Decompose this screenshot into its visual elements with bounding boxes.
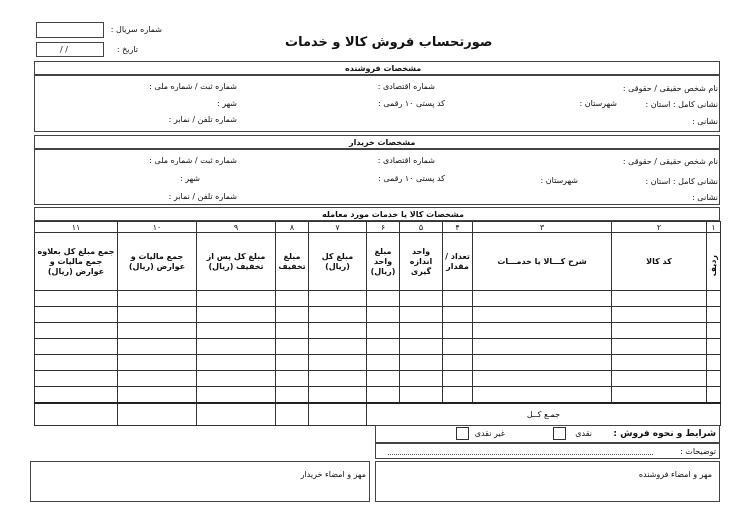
buyer-phone-label: شماره تلفن / نمابر : (168, 192, 237, 201)
col-num-11: ۱۱ (35, 222, 118, 233)
serial-number-field[interactable] (36, 22, 104, 38)
total-label-cell (367, 403, 721, 426)
buyer-city-label: شهر : (179, 174, 200, 183)
buyer-address-label: نشانی کامل : استان : (645, 177, 718, 186)
header-unit-price: مبلغ واحد (ریال) (367, 233, 400, 291)
seller-county-label: شهرستان : (579, 99, 617, 108)
col-num-5: ۵ (400, 222, 443, 233)
table-row (35, 371, 721, 387)
seller-phone-label: شماره تلفن / نمابر : (168, 115, 237, 124)
noncash-label: غیر نقدی (474, 429, 505, 438)
header-discount: مبلغ تخفیف (276, 233, 309, 291)
seller-address2-label: نشانی : (692, 117, 718, 126)
header-row-number: ردیف (709, 255, 718, 277)
seller-economic-code-label: شماره اقتصادی : (377, 82, 435, 91)
col-num-2: ۲ (612, 222, 707, 233)
buyer-signature-box (30, 461, 370, 502)
header-total-after-discount: مبلغ کل پس از تخفیف (ریال) (197, 233, 276, 291)
header-product-code: کد کالا (612, 233, 707, 291)
seller-postal-label: کد پستی ۱۰ رقمی : (378, 99, 445, 108)
items-table (34, 221, 721, 426)
buyer-section-title: مشخصات خریدار (349, 138, 416, 147)
table-row (35, 323, 721, 339)
seller-section-title: مشخصات فروشنده (345, 64, 422, 73)
buyer-county-label: شهرستان : (540, 176, 578, 185)
items-section-title: مشخصات کالا یا خدمات مورد معامله (322, 210, 464, 219)
serial-number-label: شماره سریال : (110, 25, 162, 34)
table-row (35, 355, 721, 371)
header-quantity: تعداد / مقدار (443, 233, 473, 291)
col-num-9: ۹ (197, 222, 276, 233)
seller-reg-label: شماره ثبت / شماره ملی : (149, 82, 237, 91)
seller-address-label: نشانی کامل : استان : (645, 100, 718, 109)
col-num-3: ۳ (473, 222, 612, 233)
tax-total-cell[interactable] (118, 403, 197, 426)
column-header-row (35, 233, 721, 291)
seller-name-label: نام شخص حقیقی / حقوقی : (622, 84, 718, 93)
col-num-8: ۸ (276, 222, 309, 233)
buyer-reg-label: شماره ثبت / شماره ملی : (149, 156, 237, 165)
cash-label: نقدی (575, 429, 592, 438)
noncash-checkbox[interactable] (456, 427, 469, 440)
buyer-postal-label: کد پستی ۱۰ رقمی : (378, 174, 445, 183)
seller-signature-box (375, 461, 720, 502)
buyer-economic-code-label: شماره اقتصادی : (377, 156, 435, 165)
table-row (35, 339, 721, 355)
col-num-4: ۴ (443, 222, 473, 233)
header-description: شرح کـــالا یا خدمـــات (473, 233, 612, 291)
notes-label: توضیحات : (680, 447, 716, 456)
notes-dotted-line[interactable] (388, 454, 653, 455)
table-row (35, 291, 721, 307)
total-row (35, 403, 721, 426)
header-total-amount: مبلغ کل (ریال) (309, 233, 367, 291)
discount-total-cell[interactable] (276, 403, 309, 426)
total-label: جمـع کــل (526, 409, 561, 419)
cash-checkbox[interactable] (553, 427, 566, 440)
notes-section (375, 443, 720, 459)
terms-label: شرایط و نحوه فروش : (613, 429, 716, 439)
table-row (35, 307, 721, 323)
grand-total-cell[interactable] (35, 403, 118, 426)
header-unit: واحد اندازه گیری (400, 233, 443, 291)
after-discount-total-cell[interactable] (197, 403, 276, 426)
header-tax-total: جمع مالیات و عوارض (ریال) (118, 233, 197, 291)
col-num-10: ۱۰ (118, 222, 197, 233)
buyer-signature-label: مهر و امضاء خریدار (300, 470, 366, 479)
buyer-address2-label: نشانی : (692, 193, 718, 202)
table-row (35, 387, 721, 403)
col-num-7: ۷ (309, 222, 367, 233)
col-num-1: ۱ (707, 222, 721, 233)
col-num-6: ۶ (367, 222, 400, 233)
date-placeholder: / / (60, 45, 68, 54)
header-total-with-tax: جمع مبلغ کل بعلاوه جمع مالیات و عوارض (ریال) (35, 233, 118, 291)
date-label: تاریخ : (116, 45, 138, 54)
page-title: صورتحساب فروش کالا و خدمات (285, 35, 493, 50)
amount-total-cell[interactable] (309, 403, 367, 426)
seller-city-label: شهر : (216, 99, 237, 108)
seller-signature-label: مهر و امضاء فروشنده (638, 470, 712, 479)
column-number-row (35, 222, 721, 233)
buyer-name-label: نام شخص حقیقی / حقوقی : (622, 157, 718, 166)
date-field[interactable] (36, 42, 104, 57)
